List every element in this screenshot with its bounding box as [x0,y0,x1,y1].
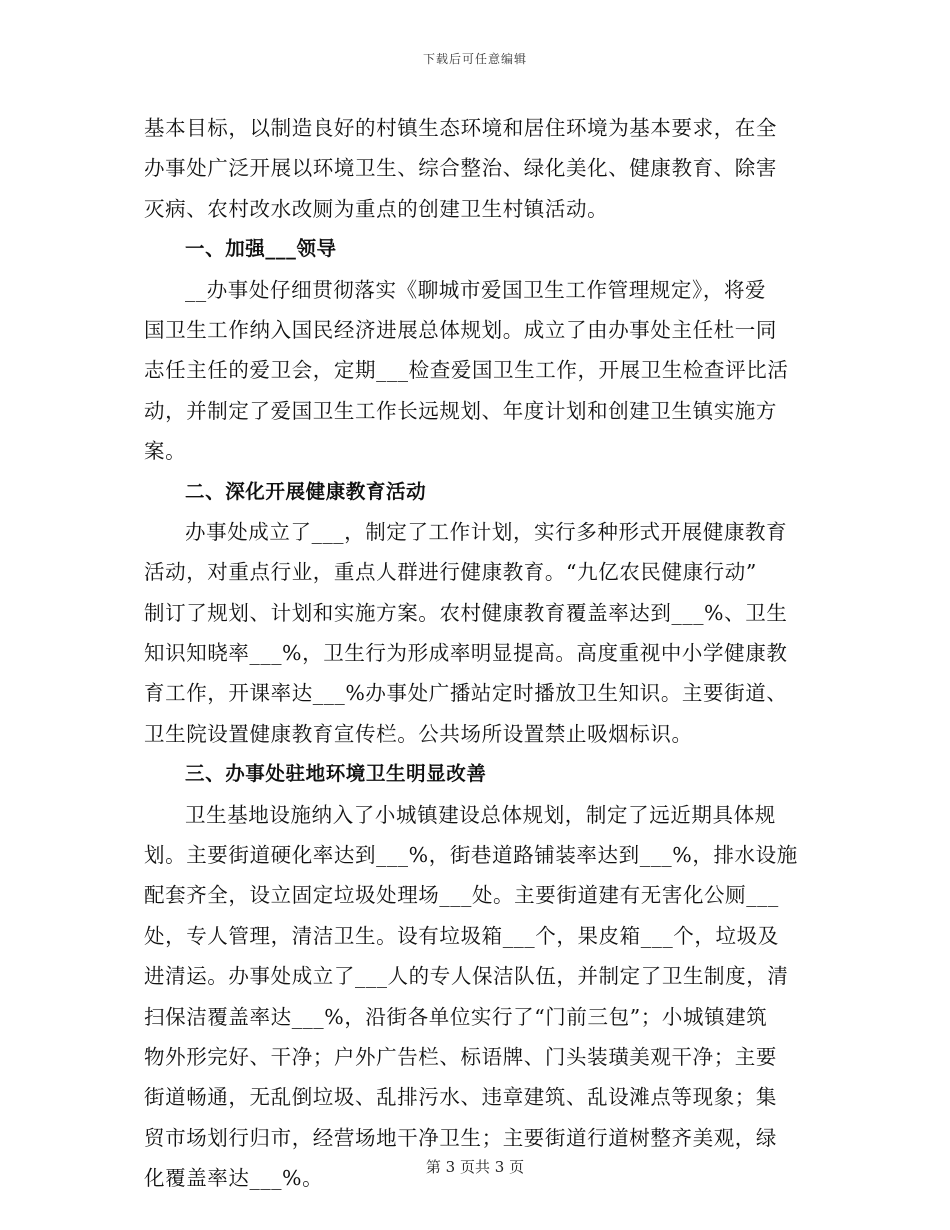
paragraph-line: 配套齐全，设立固定垃圾处理场___处。主要街道建有无害化公厕___ [144,883,779,908]
section-heading: 三、办事处驻地环境卫生明显改善 [185,762,487,786]
paragraph-line: 卫生基地设施纳入了小城镇建设总体规划，制定了远近期具体规 [185,802,776,827]
document-body [144,108,804,1199]
paragraph-line: 活动，对重点行业，重点人群进行健康教育。“九亿农民健康行动” [144,560,757,585]
paragraph-line: 志任主任的爱卫会，定期___检查爱国卫生工作，开展卫生检查评比活 [144,358,789,383]
paragraph-line: 育工作，开课率达___%办事处广播站定时播放卫生知识。主要街道、 [144,681,788,706]
paragraph-line: 案。 [144,439,187,464]
page-header: 下载后可任意编辑 [422,52,527,66]
paragraph-line: 物外形完好、干净；户外广告栏、标语牌、门头装璜美观干净；主要 [144,1044,777,1069]
section-heading: 一、加强___领导 [185,237,337,261]
section-heading: 二、深化开展健康教育活动 [185,479,427,503]
paragraph-line: 化覆盖率达___%。 [144,1166,324,1191]
paragraph-line: 进清运。办事处成立了___人的专人保洁队伍，并制定了卫生制度，清 [144,964,789,989]
paragraph-line: 国卫生工作纳入国民经济进展总体规划。成立了由办事处主任杜一同 [144,317,777,342]
page-footer: 第 3 页共 3 页 [425,1158,525,1176]
paragraph-line: 基本目标，以制造良好的村镇生态环境和居住环境为基本要求，在全 [144,116,777,140]
paragraph-line: 办事处成立了___，制定了工作计划，实行多种形式开展健康教育 [185,519,788,544]
paragraph-line: 动，并制定了爱国卫生工作长远规划、年度计划和创建卫生镇实施方 [144,398,777,423]
paragraph-line: 处，专人管理，清洁卫生。设有垃圾箱___个，果皮箱___个，垃圾及 [144,923,779,948]
paragraph-line: 贸市场划行归市，经营场地干净卫生；主要街道行道树整齐美观，绿 [144,1125,777,1150]
paragraph-line: 办事处广泛开展以环境卫生、综合整治、绿化美化、健康教育、除害 [144,156,777,181]
paragraph-line: 知识知晓率___%，卫生行为形成率明显提高。高度重视中小学健康教 [144,641,788,666]
paragraph-line: 街道畅通，无乱倒垃圾、乱排污水、违章建筑、乱设滩点等现象；集 [144,1085,777,1110]
paragraph-line: __办事处仔细贯彻落实《聊城市爱国卫生工作管理规定》，将爱 [185,277,767,302]
paragraph-line: 卫生院设置健康教育宣传栏。公共场所设置禁止吸烟标识。 [144,721,693,746]
paragraph-line: 划。主要街道硬化率达到___%，街巷道路铺装率达到___%，排水设施 [144,843,798,868]
paragraph-line: 扫保洁覆盖率达___%，沿街各单位实行了“门前三包”；小城镇建筑 [144,1004,768,1029]
paragraph-line: 灭病、农村改水改厕为重点的创建卫生村镇活动。 [144,196,609,221]
paragraph-line: 制订了规划、计划和实施方案。农村健康教育覆盖率达到___%、卫生 [144,600,788,625]
